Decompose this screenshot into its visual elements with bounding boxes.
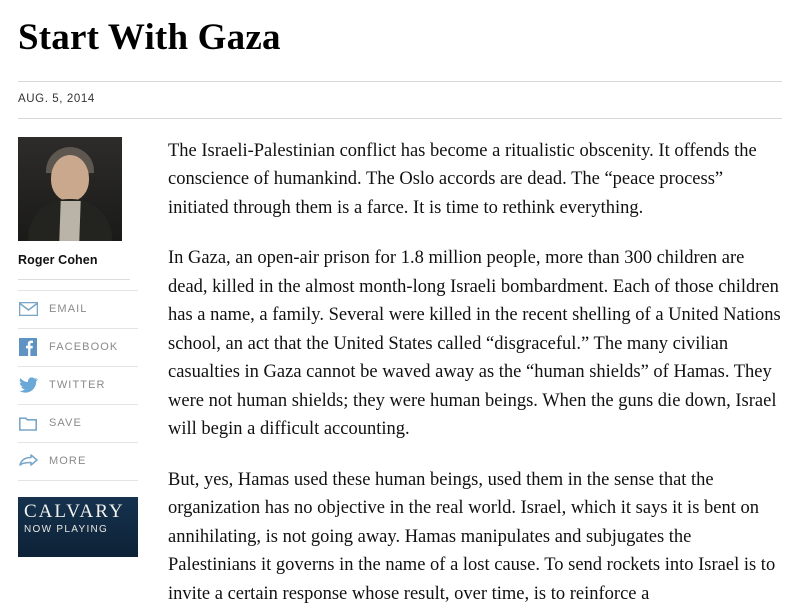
paragraph: The Israeli-Palestinian conflict has become a ritualistic obscenity. It offends the conscience of humankind. The Oslo accords are dead. The “peace process” initiated through them is a farce. It is time to rethink everything. [168, 140, 757, 218]
author-name: Roger Cohen [18, 252, 98, 267]
avatar-face [51, 155, 89, 201]
page-title: Start With Gaza [18, 17, 281, 58]
share-list [18, 290, 138, 481]
share-label: FACEBOOK [49, 341, 119, 354]
divider-below-date [18, 118, 782, 119]
sidebar [18, 137, 138, 557]
publish-date: AUG. 5, 2014 [18, 92, 95, 105]
share-item-save[interactable] [18, 405, 138, 443]
ad-subtitle: NOW PLAYING [24, 523, 109, 535]
avatar [18, 137, 122, 241]
article-text [168, 137, 782, 608]
avatar-shirt [59, 201, 80, 241]
save-icon [18, 413, 38, 433]
share-label: MORE [49, 455, 87, 468]
share-item-email[interactable] [18, 290, 138, 329]
email-icon [18, 299, 38, 319]
more-icon [18, 451, 38, 471]
facebook-icon [18, 337, 38, 357]
paragraph: In Gaza, an open-air prison for 1.8 million people, more than 300 children are dead, killed in the almost month-long Israeli bombardment. Each of those children has a name, a family. Several were killed in the recent shelling of a United Nations school, an act that the United States called “disgraceful.” The many civilian casualties in Gaza cannot be waved away as the “human shields” of Hamas. They were not human shields; they were human beings. When the guns die down, Israel will begin a difficult accounting. [168, 248, 781, 440]
article-page [0, 17, 800, 604]
advertisement[interactable] [18, 497, 138, 557]
ad-title: CALVARY [24, 500, 125, 522]
divider-top [18, 81, 782, 82]
sidebar-divider [18, 279, 130, 280]
share-item-twitter[interactable] [18, 367, 138, 405]
share-label: EMAIL [49, 303, 88, 316]
share-label: SAVE [49, 417, 82, 430]
twitter-icon [18, 375, 38, 395]
article-body-wrapper [18, 137, 782, 608]
share-item-more[interactable] [18, 443, 138, 481]
share-item-facebook[interactable] [18, 329, 138, 367]
paragraph: But, yes, Hamas used these human beings, used them in the sense that the organization has no objective in the real world. Israel, which it says it is bent on annihilating, is not going away. Hamas manipulates and subjugates the Palestinians it governs in the name of a lost cause. To send rockets into Israel is to invite a certain response whose result, over time, is to reinforce a [168, 469, 776, 604]
share-label: TWITTER [49, 379, 106, 392]
